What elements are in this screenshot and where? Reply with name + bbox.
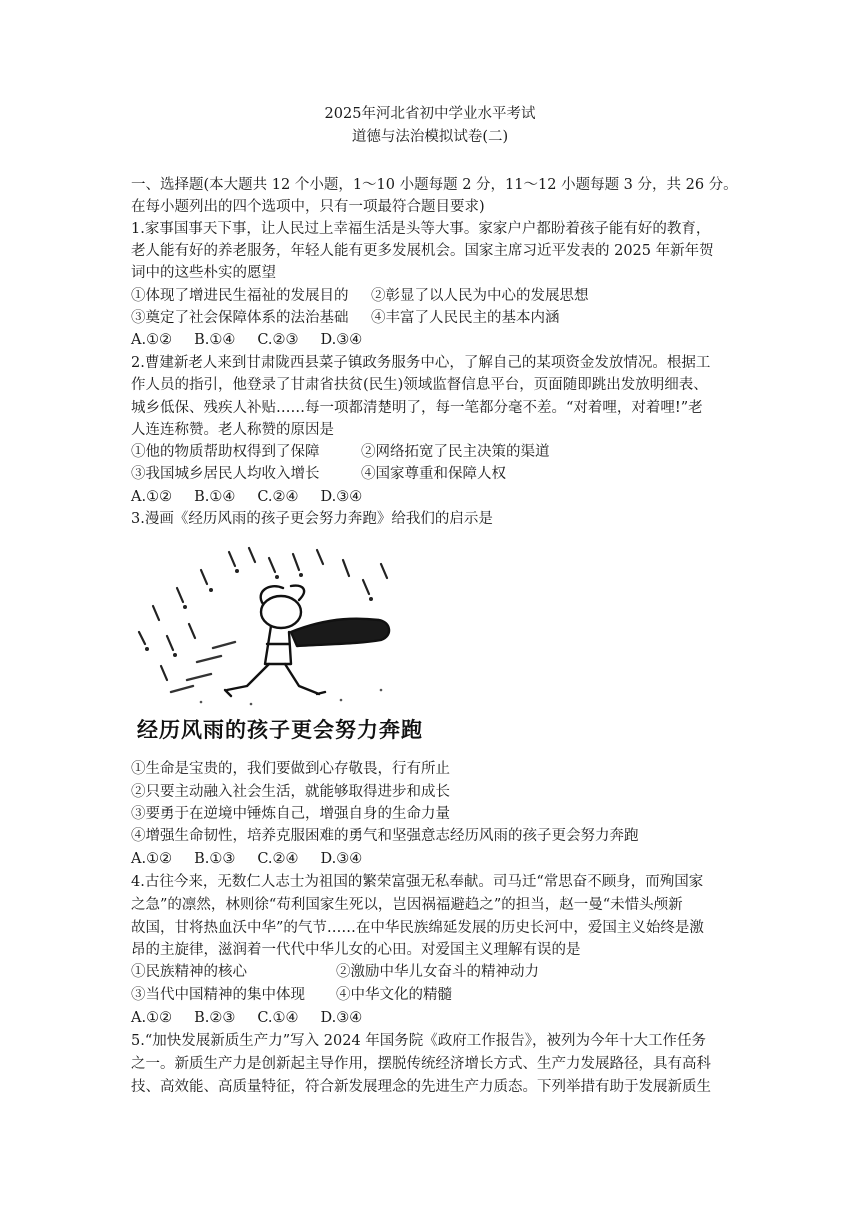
q3-statement: ③要勇于在逆境中锤炼自己，增强自身的生命力量 bbox=[131, 806, 450, 822]
q2-statements-row bbox=[131, 463, 741, 485]
q2-option-d[interactable]: D.③④ bbox=[320, 489, 363, 505]
q4-statement: ①民族精神的核心 bbox=[131, 964, 247, 980]
exam-title: 2025年河北省初中学业水平考试 bbox=[324, 106, 536, 122]
q2-option-a[interactable]: A.①② bbox=[131, 489, 173, 505]
q1-statement: ④丰富了人民民主的基本内涵 bbox=[371, 310, 560, 326]
q4-stem-line: 4.古往今来，无数仁人志士为祖国的繁荣富强无私奉献。司马迁“常思奋不顾身，而殉国家 bbox=[131, 874, 704, 890]
q3-option-a[interactable]: A.①② bbox=[131, 851, 173, 867]
q2-stem-line: 人连连称赞。老人称赞的原因是 bbox=[131, 422, 334, 438]
q5-stem-line: 技、高效能、高质量特征，符合新发展理念的先进生产力质态。下列举措有助于发展新质生 bbox=[131, 1079, 711, 1095]
section-instruction-line: 一、选择题(本大题共 12 个小题，1～10 小题每题 2 分，11～12 小题每题 3 分，共 26 分。 bbox=[131, 177, 738, 193]
q4-statement: ②激励中华儿女奋斗的精神动力 bbox=[336, 964, 539, 980]
q2-options bbox=[131, 486, 741, 508]
q2-stem-line: 2.曹建新老人来到甘肃陇西县菜子镇政务服务中心，了解自己的某项资金发放情况。根据工 bbox=[131, 355, 711, 371]
q1-option-d[interactable]: D.③④ bbox=[320, 332, 363, 348]
q1-statements-row bbox=[131, 307, 741, 329]
cartoon-running-child-in-rain bbox=[131, 540, 431, 752]
q3-statement: ④增强生命韧性，培养克服困难的勇气和坚强意志经历风雨的孩子更会努力奔跑 bbox=[131, 828, 639, 844]
cartoon-caption: 经历风雨的孩子更会努力奔跑 bbox=[137, 718, 423, 742]
q3-stem-line: 3.漫画《经历风雨的孩子更会努力奔跑》给我们的启示是 bbox=[131, 511, 493, 527]
q5-stem-line: 5.“加快发展新质生产力”写入 2024 年国务院《政府工作报告》，被列为今年十大工作任务 bbox=[131, 1033, 707, 1049]
q2-statement: ③我国城乡居民人均收入增长 bbox=[131, 466, 320, 482]
q1-option-b[interactable]: B.①④ bbox=[194, 332, 236, 348]
q2-option-b[interactable]: B.①④ bbox=[194, 489, 236, 505]
q1-stem-line: 1.家事国事天下事，让人民过上幸福生活是头等大事。家家户户都盼着孩子能有好的教育， bbox=[131, 221, 711, 237]
section-instruction-line: 在每小题列出的四个选项中，只有一项最符合题目要求) bbox=[131, 199, 485, 215]
q1-option-c[interactable]: C.②③ bbox=[257, 332, 299, 348]
q4-option-c[interactable]: C.①④ bbox=[257, 1010, 299, 1026]
q2-option-c[interactable]: C.②④ bbox=[257, 489, 299, 505]
q4-option-d[interactable]: D.③④ bbox=[320, 1010, 363, 1026]
q2-stem-line: 城乡低保、残疾人补贴……每一项都清楚明了，每一笔都分毫不差。“对着哩，对着哩!”老 bbox=[131, 400, 703, 416]
q1-statements-row bbox=[131, 285, 741, 307]
q3-options bbox=[131, 848, 741, 870]
q4-statement: ④中华文化的精髓 bbox=[336, 987, 452, 1003]
q3-statement: ②只要主动融入社会生活，就能够取得进步和成长 bbox=[131, 784, 450, 800]
q1-option-a[interactable]: A.①② bbox=[131, 332, 173, 348]
q1-options bbox=[131, 329, 741, 351]
q4-stem-line: 故国，甘将热血沃中华”的气节……在中华民族绵延发展的历史长河中，爱国主义始终是激 bbox=[131, 920, 704, 936]
q1-stem-line: 词中的这些朴实的愿望 bbox=[131, 265, 276, 281]
q3-statement: ①生命是宝贵的，我们要做到心存敬畏，行有所止 bbox=[131, 761, 450, 777]
q3-option-d[interactable]: D.③④ bbox=[320, 851, 363, 867]
q3-option-b[interactable]: B.①③ bbox=[194, 851, 236, 867]
q4-options bbox=[131, 1007, 741, 1029]
q1-statement: ②彰显了以人民为中心的发展思想 bbox=[371, 288, 589, 304]
q2-statement: ①他的物质帮助权得到了保障 bbox=[131, 444, 320, 460]
q4-statement: ③当代中国精神的集中体现 bbox=[131, 987, 305, 1003]
q1-statement: ①体现了增进民生福祉的发展目的 bbox=[131, 288, 349, 304]
runner-figure bbox=[225, 586, 389, 696]
q4-statements-row bbox=[131, 984, 741, 1006]
q4-stem-line: 之急”的凛然，林则徐“苟利国家生死以，岂因祸福避趋之”的担当，赵一曼“未惜头颅新 bbox=[131, 897, 683, 913]
q2-stem-line: 作人员的指引，他登录了甘肃省扶贫(民生)领域监督信息平台，页面随即跳出发放明细表、 bbox=[131, 377, 708, 393]
q2-statements-row bbox=[131, 441, 741, 463]
q2-statement: ④国家尊重和保障人权 bbox=[361, 466, 506, 482]
q4-stem-line: 昂的主旋律，滋润着一代代中华儿女的心田。对爱国主义理解有误的是 bbox=[131, 942, 581, 958]
q4-option-a[interactable]: A.①② bbox=[131, 1010, 173, 1026]
q3-option-c[interactable]: C.②④ bbox=[257, 851, 299, 867]
rain-streaks bbox=[139, 548, 387, 680]
q4-option-b[interactable]: B.②③ bbox=[194, 1010, 236, 1026]
q2-statement: ②网络拓宽了民主决策的渠道 bbox=[361, 444, 550, 460]
q5-stem-line: 之一。新质生产力是创新起主导作用，摆脱传统经济增长方式、生产力发展路径，具有高科 bbox=[131, 1056, 711, 1072]
q1-statement: ③奠定了社会保障体系的法治基础 bbox=[131, 310, 349, 326]
q1-stem-line: 老人能有好的养老服务，年轻人能有更多发展机会。国家主席习近平发表的 2025 年新年贺 bbox=[131, 243, 714, 259]
exam-subtitle: 道德与法治模拟试卷(二) bbox=[351, 129, 509, 145]
speed-lines bbox=[171, 642, 235, 692]
q4-statements-row bbox=[131, 961, 741, 983]
